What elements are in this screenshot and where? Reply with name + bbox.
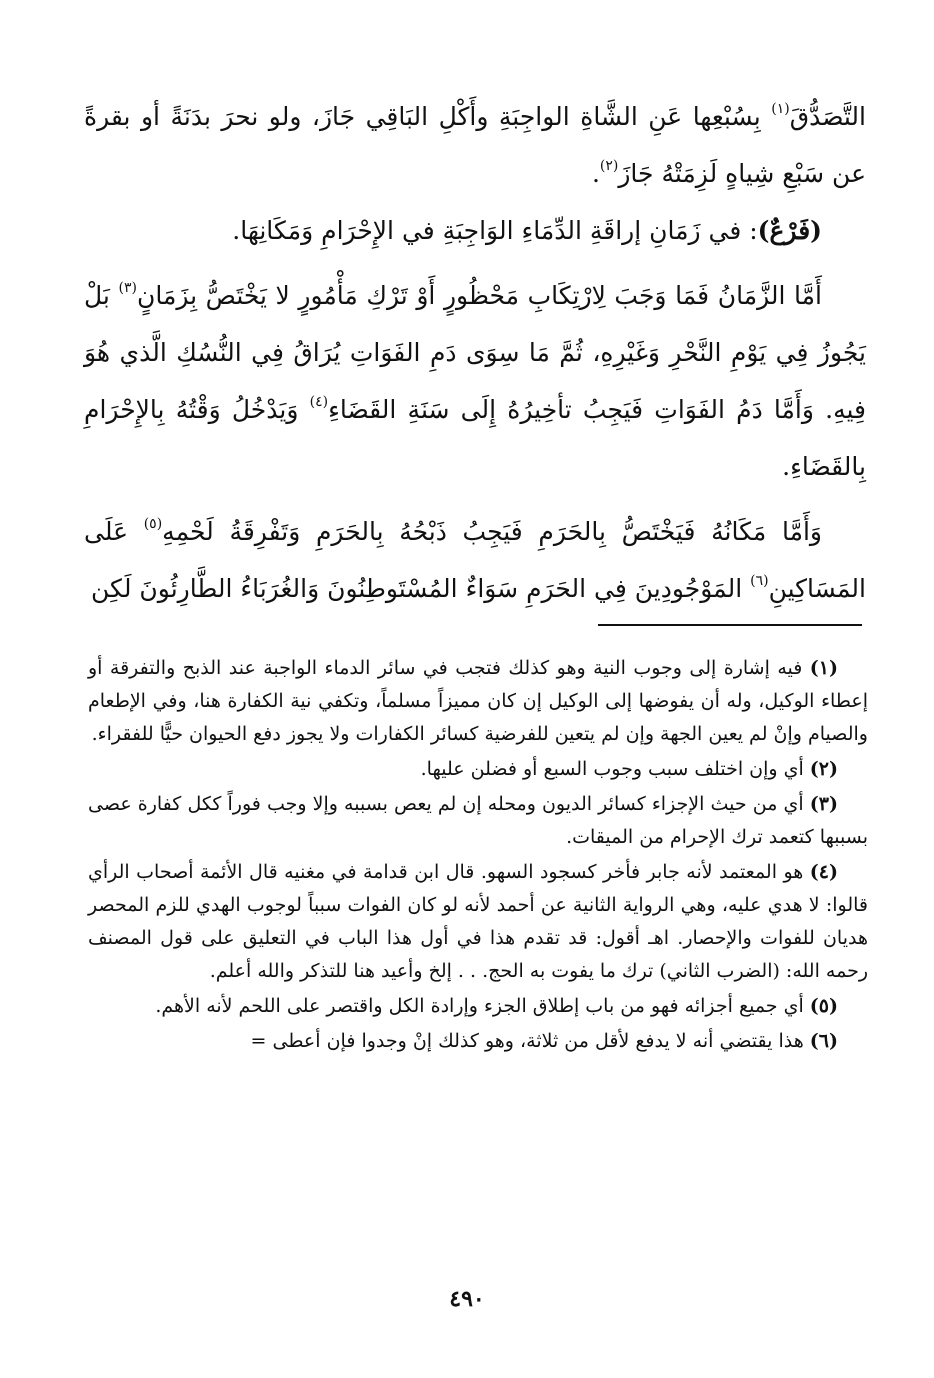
text-segment: وَأَمَّا مَكَانُهُ فَيَخْتَصُّ بِالحَرَمِ فَيَجِبُ ذَبْحُهُ بِالحَرَمِ وَتَفْرِقَةُ لَحْمِهِ [162,517,822,546]
main-text [84,88,866,617]
footnote-6 [88,1025,868,1058]
footnote-ref-1: (١) [771,101,790,117]
heading-label: (فَرْعٌ) [757,216,822,245]
footnote-number: (٤) [809,861,838,883]
footnote-ref-2: (٢) [599,158,619,174]
footnote-number: (٣) [809,793,838,815]
footnote-divider [598,624,862,626]
footnote-3 [88,788,868,854]
footnote-number: (١) [809,657,838,679]
footnote-ref-3: (٣) [118,280,137,296]
paragraph-1 [84,88,866,202]
text-segment: بِسُبْعِها عَنِ الشَّاةِ الواجِبَةِ وأَكْلِ البَاقِي جَازَ، ولو نحرَ بدَنَةً أو بقرةً عن سَبْعِ شِياهٍ لَزِمَتْهُ جَازَ [84,102,866,188]
footnote-text: هو المعتمد لأنه جابر فأخر كسجود السهو. قال ابن قدامة في مغنيه قال الأئمة أصحاب الرأي قالوا: لا هدي عليه، وهي الرواية الثانية عن أحمد لأنه لو كان الفوات سبباً لوجوب الهدي للزم المحصر هديان للفوات والإحصار. اهـ أقول: قد تقدم هذا في أول هذا الباب في التعليق على قول المصنف رحمه الله: (الضرب الثاني) ترك ما يفوت به الحج. . . إلخ وأعيد هنا للتذكر والله أعلم. [88,861,868,982]
footnote-text: فيه إشارة إلى وجوب النية وهو كذلك فتجب في سائر الدماء الواجبة عند الذبح والتفرقة أو إعطاء الوكيل، وله أن يفوضها إلى الوكيل إن كان مميزاً مسلماً، وتكفي نية الكفارة هنا، وفي الإطعام والصيام وإنْ لم يعين الجهة وإن لم يتعين للفرضية كسائر الكفارات ولا يجوز دفع الحيوان حيًّا للفقراء. [88,657,868,745]
text-segment: عَلَى المَسَاكِينِ [84,517,866,603]
footnote-2 [88,753,868,786]
footnote-ref-5: (٥) [143,516,163,532]
text-segment: المَوْجُودِينَ فِي الحَرَمِ سَوَاءٌ المُسْتَوطِنُونَ وَالغُرَبَاءُ الطَّارِئُونَ لَكِن [91,574,751,603]
footnote-text: أي وإن اختلف سبب وجوب السبع أو فضلن عليها. [420,758,810,780]
footnote-number: (٥) [809,995,838,1017]
footnotes-section [88,652,868,1060]
heading-text: : في زَمَانِ إراقَةِ الدِّمَاءِ الوَاجِبَةِ في الإِحْرَامِ وَمَكَانِهَا. [232,216,758,245]
section-heading [84,202,866,259]
text-segment: وَيَدْخُلُ وَقْتُهُ بِالإِحْرَامِ بِالقَضَاءِ. [84,395,866,481]
footnote-text: أي جميع أجزائه فهو من باب إطلاق الجزء وإرادة الكل واقتصر على اللحم لأنه الأهم. [155,995,810,1017]
footnote-4 [88,856,868,988]
text-segment: . [591,159,600,188]
paragraph-3 [84,503,866,617]
footnote-text: أي من حيث الإجزاء كسائر الديون ومحله إن لم يعص بسببه وإلا وجب فوراً ككل كفارة عصى بسببها كتعمد ترك الإحرام من الميقات. [88,793,868,848]
footnote-ref-6: (٦) [750,573,769,589]
footnote-number: (٦) [809,1030,838,1052]
footnote-ref-4: (٤) [309,394,329,410]
footnote-text: هذا يقتضي أنه لا يدفع لأقل من ثلاثة، وهو كذلك إنْ وجدوا فإن أعطى = [250,1030,810,1052]
footnote-1 [88,652,868,751]
text-segment: بَلْ يَجُوزُ فِي يَوْمِ النَّحْرِ وَغَيْرِهِ، ثُمَّ مَا سِوَى دَمِ الفَوَاتِ يُرَاقُ فِي النُّسُكِ الَّذي هُوَ فِيهِ. وَأَمَّا دَمُ الفَوَاتِ فَيَجِبُ تأخِيرُهُ إِلَى سَنَةِ القَضَاءِ [84,281,866,424]
text-segment: أَمَّا الزَّمَانُ فَمَا وَجَبَ لِارْتِكَابِ مَحْظُورٍ أَوْ تَرْكِ مَأْمُورٍ لا يَخْتَصُّ بِزَمَانٍ [136,281,822,310]
paragraph-2 [84,267,866,495]
footnote-number: (٢) [809,758,838,780]
text-segment: التَّصَدُّقَ [789,102,866,131]
page-number: ٤٩٠ [449,1286,485,1312]
footnote-5 [88,990,868,1023]
